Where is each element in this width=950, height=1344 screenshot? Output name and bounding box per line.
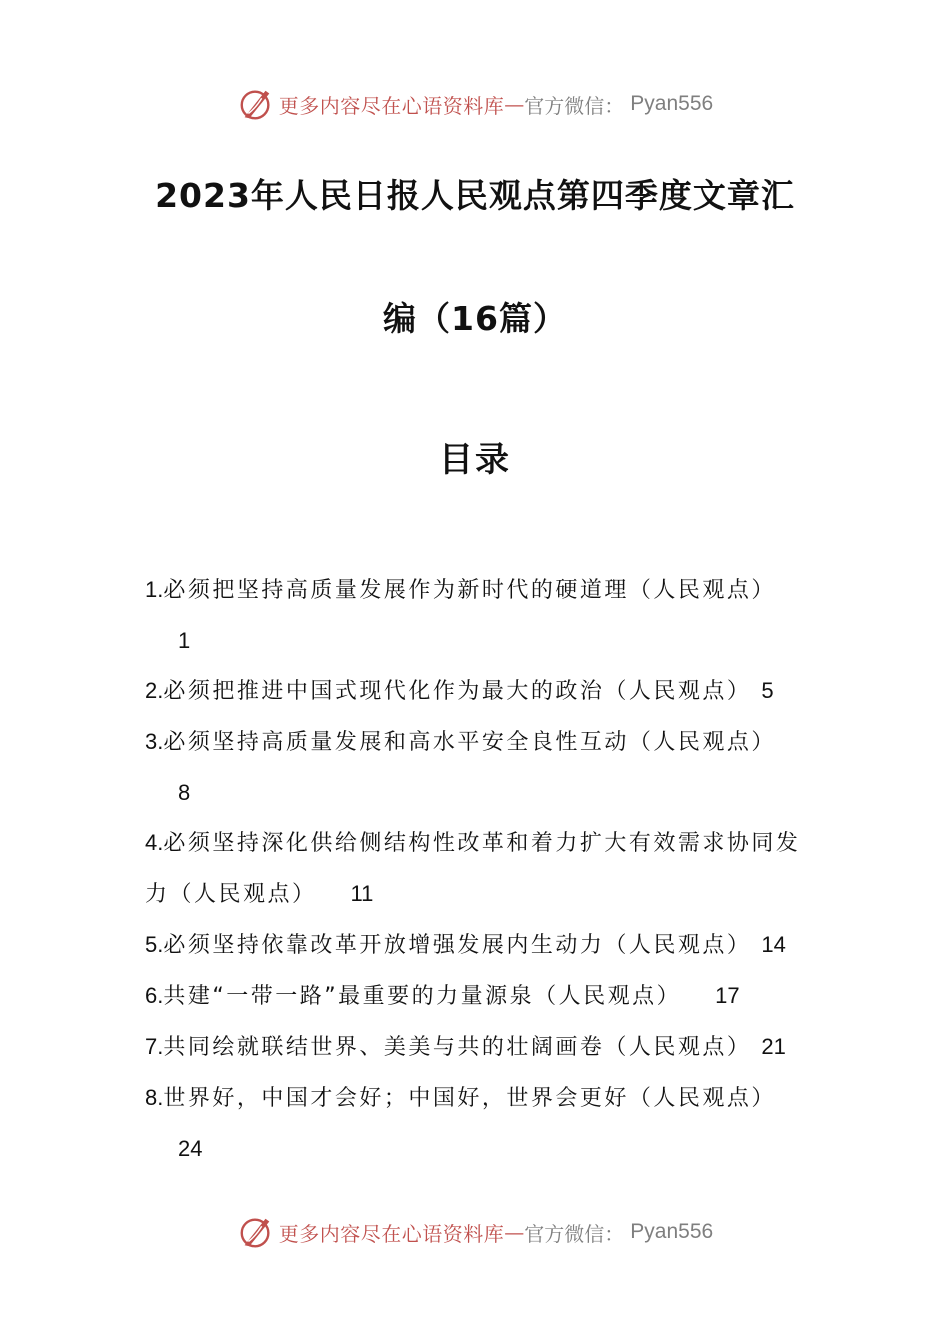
toc-entry-title: 必须把推进中国式现代化作为最大的政治（人民观点） (163, 679, 752, 704)
toc-entry-page: 14 (761, 932, 786, 957)
toc-entry-3[interactable] (145, 717, 810, 818)
toc-entry-title: 必须坚持依靠改革开放增强发展内生动力（人民观点） (163, 933, 752, 958)
toc-entry-page: 17 (715, 983, 740, 1008)
toc-entry-number: 6. (145, 983, 164, 1008)
toc-entry-number: 4. (145, 830, 164, 855)
toc-entry-number: 2. (145, 678, 164, 703)
toc-entry-number: 3. (145, 729, 164, 754)
toc-entry-1[interactable] (145, 565, 810, 666)
toc-entry-page: 11 (350, 881, 374, 906)
toc-entry-title: 必须坚持深化供给侧结构性改革和着力扩大有效需求协同发力（人民观点） (145, 831, 801, 907)
toc-entry-page: 1 (178, 628, 191, 653)
toc-entry-page: 5 (761, 678, 774, 703)
footer-banner (0, 1210, 950, 1254)
toc-entry-title: 共建“一带一路”最重要的力量源泉（人民观点） (163, 984, 682, 1009)
wechat-id: Pyan556 (630, 1220, 714, 1243)
toc-entry-title: 共同绘就联结世界、美美与共的壮阔画卷（人民观点） (163, 1035, 752, 1060)
wechat-id: Pyan556 (630, 92, 714, 115)
toc-entry-5[interactable] (145, 920, 810, 971)
quill-pen-logo-icon (237, 85, 275, 123)
document-title-line1: 2023年人民日报人民观点第四季度文章汇 (155, 176, 795, 215)
toc-entry-8[interactable] (145, 1073, 810, 1174)
document-title-line2: 编（16篇） (383, 299, 567, 338)
table-of-contents (145, 565, 810, 1174)
banner-text: 更多内容尽在心语资料库 (278, 93, 505, 118)
toc-heading: 目录 (439, 440, 511, 480)
toc-entry-2[interactable] (145, 666, 810, 717)
toc-entry-number: 1. (145, 577, 164, 602)
wechat-label: 官方微信： (524, 1221, 625, 1246)
quill-pen-logo-icon (237, 1213, 275, 1251)
toc-entry-title: 必须把坚持高质量发展作为新时代的硬道理（人民观点） (163, 578, 776, 603)
toc-entry-number: 8. (145, 1085, 164, 1110)
toc-entry-page: 21 (761, 1034, 786, 1059)
toc-entry-6[interactable] (145, 971, 810, 1022)
toc-entry-number: 7. (145, 1034, 164, 1059)
banner-separator: — (504, 92, 525, 116)
toc-entry-page: 8 (178, 780, 191, 805)
banner-text: 更多内容尽在心语资料库 (278, 1221, 505, 1246)
banner-separator: — (504, 1220, 525, 1244)
toc-entry-title: 世界好，中国才会好；中国好，世界会更好（人民观点） (163, 1086, 776, 1111)
toc-entry-title: 必须坚持高质量发展和高水平安全良性互动（人民观点） (163, 730, 776, 755)
toc-entry-4[interactable] (145, 818, 810, 920)
toc-entry-number: 5. (145, 932, 164, 957)
header-banner (0, 82, 950, 126)
wechat-label: 官方微信： (524, 93, 625, 118)
toc-entry-7[interactable] (145, 1022, 810, 1073)
toc-entry-page: 24 (178, 1136, 203, 1161)
